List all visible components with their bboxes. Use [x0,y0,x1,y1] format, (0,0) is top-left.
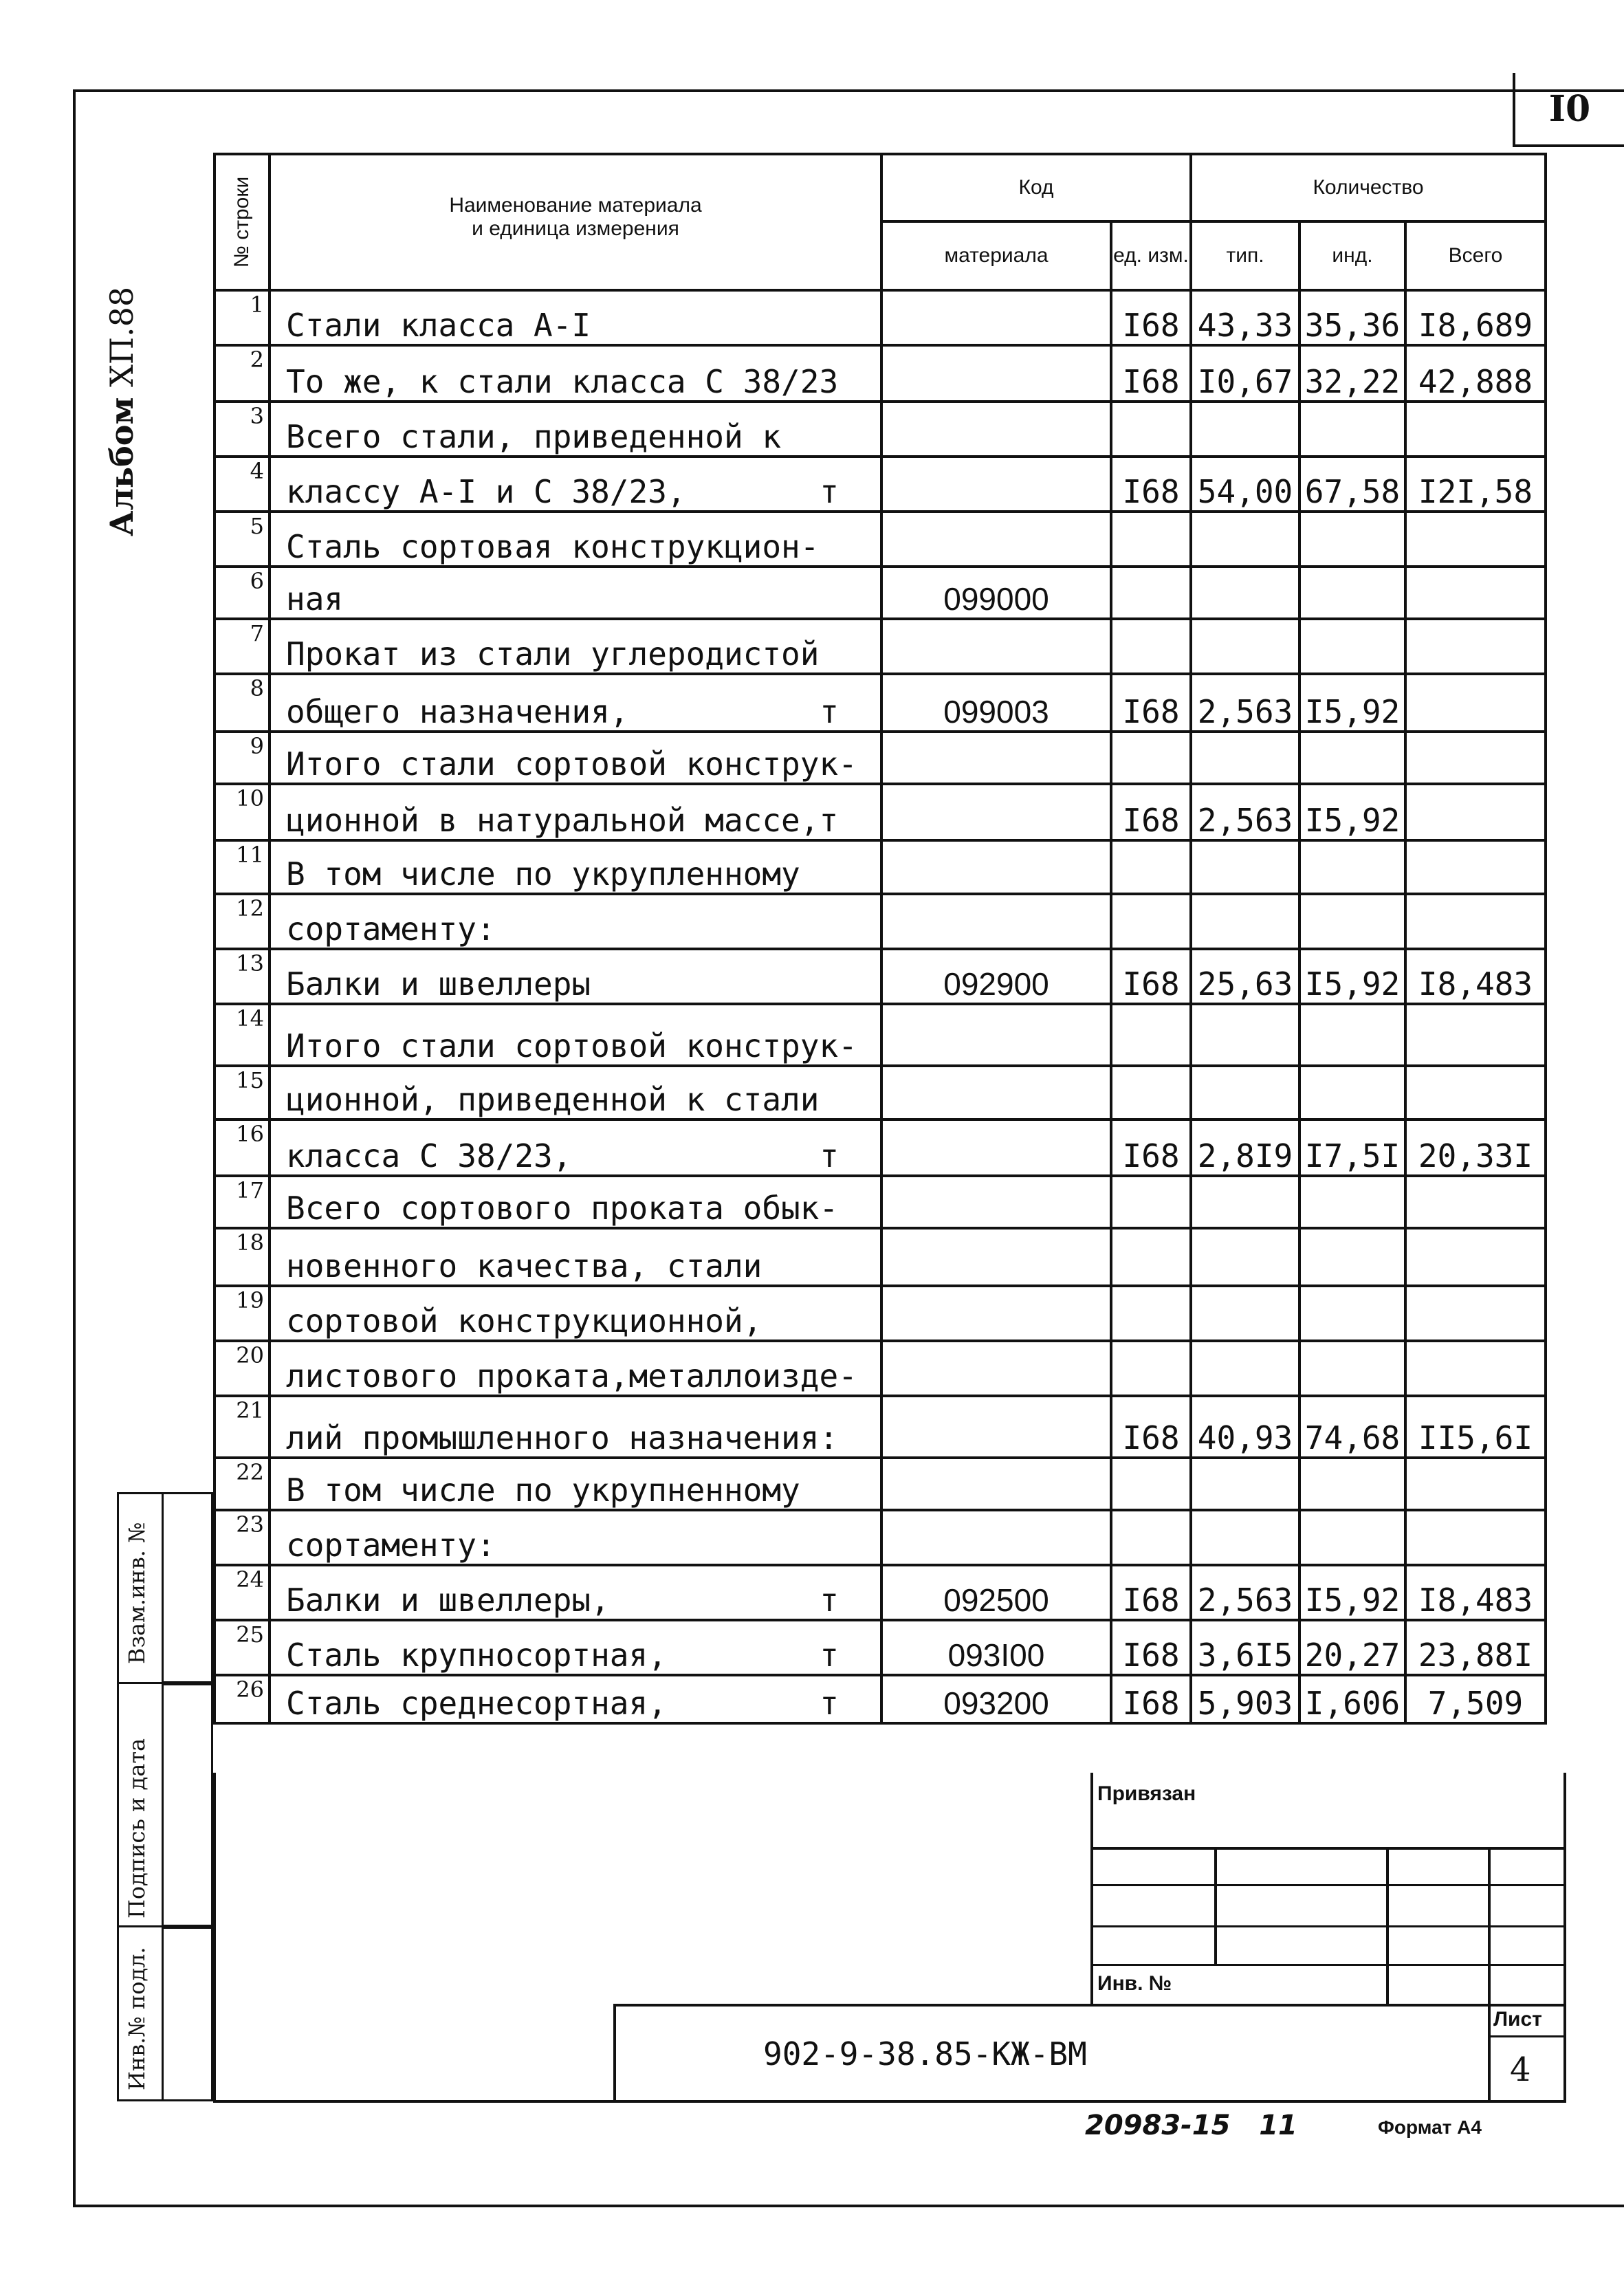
material-name-text: Прокат из стали углеродистой [286,635,820,673]
qty-total [1405,784,1546,840]
row-number: 23 [215,1510,270,1565]
material-name-text: общего назначения, [286,693,629,730]
material-code [881,1396,1111,1458]
unit-code: I68 [1111,290,1191,345]
qty-total [1405,1341,1546,1396]
qty-total [1405,1228,1546,1286]
side-label-original-inv: Инв.№ подл. [124,1947,150,2090]
bound-vline-1 [1214,1847,1217,1964]
table-row [215,1066,1546,1119]
row-number: 25 [215,1620,270,1675]
material-name [270,1458,881,1510]
material-name [270,732,881,784]
qty-total: 42,888 [1405,345,1546,402]
qty-total [1405,674,1546,732]
table-row [215,1228,1546,1286]
qty-ind: I5,92 [1299,674,1405,732]
qty-typ [1191,1004,1299,1066]
row-number: 1 [215,290,270,345]
materials-table-body [215,290,1546,1723]
row-number: 4 [215,457,270,512]
unit-code: I68 [1111,674,1191,732]
unit-code: I68 [1111,784,1191,840]
qty-total: I8,689 [1405,290,1546,345]
material-name-text: сортовой конструкционной, [286,1302,762,1340]
qty-total: 20,33I [1405,1119,1546,1176]
material-name [270,840,881,894]
material-name [270,1176,881,1228]
row-number: 18 [215,1228,270,1286]
table-row [215,949,1546,1004]
table-row [215,894,1546,949]
qty-typ [1191,1066,1299,1119]
material-code [881,457,1111,512]
row-number: 2 [215,345,270,402]
sheet-hline [1488,2035,1566,2037]
qty-total: 7,509 [1405,1675,1546,1723]
qty-total: 23,88I [1405,1620,1546,1675]
table-row [215,1565,1546,1620]
material-name-text: ционной в натуральной массе,т [286,802,839,839]
material-name [270,512,881,567]
row-number: 15 [215,1066,270,1119]
qty-ind [1299,840,1405,894]
unit-code: I68 [1111,345,1191,402]
row-number: 8 [215,674,270,732]
table-row [215,732,1546,784]
material-name [270,1004,881,1066]
bound-label: Привязан [1097,1782,1196,1805]
qty-total [1405,1286,1546,1341]
material-code [881,1119,1111,1176]
material-code [881,1458,1111,1510]
format-label: Формат А4 [1378,2117,1482,2138]
row-number: 5 [215,512,270,567]
table-row [215,1119,1546,1176]
side-divider-2 [117,1925,164,1927]
row-number: 22 [215,1458,270,1510]
header-quantity-group: Количество [1191,154,1546,221]
row-number: 6 [215,567,270,619]
material-code [881,619,1111,674]
qty-total [1405,1004,1546,1066]
unit-code [1111,402,1191,457]
material-code [881,290,1111,345]
material-name [270,567,881,619]
qty-typ [1191,619,1299,674]
qty-typ: 40,93 [1191,1396,1299,1458]
row-number: 7 [215,619,270,674]
material-code [881,784,1111,840]
material-name [270,1675,881,1723]
row-number: 11 [215,840,270,894]
sheet-number: 4 [1510,2051,1531,2089]
unit-code [1111,732,1191,784]
qty-typ [1191,402,1299,457]
unit-ton: т [820,693,839,730]
unit-code: I68 [1111,1565,1191,1620]
material-name-text: новенного качества, стали [286,1247,762,1284]
row-number: 24 [215,1565,270,1620]
bound-line-4 [1090,1964,1566,1966]
material-name-text: класса С 38/23, [286,1137,572,1174]
sheet-vline [1488,2004,1491,2103]
qty-total: I8,483 [1405,949,1546,1004]
qty-typ: 43,33 [1191,290,1299,345]
qty-total: I8,483 [1405,1565,1546,1620]
qty-typ [1191,732,1299,784]
material-name [270,894,881,949]
material-code [881,1510,1111,1565]
table-row [215,619,1546,674]
row-number: 9 [215,732,270,784]
qty-typ: 3,6I5 [1191,1620,1299,1675]
qty-typ: 2,563 [1191,674,1299,732]
unit-code: I68 [1111,1620,1191,1675]
unit-ton: т [820,1137,839,1174]
unit-code [1111,1510,1191,1565]
qty-total [1405,619,1546,674]
qty-ind [1299,1176,1405,1228]
material-name [270,1119,881,1176]
unit-code [1111,1341,1191,1396]
table-row [215,402,1546,457]
material-code [881,402,1111,457]
qty-ind [1299,512,1405,567]
table-row [215,840,1546,894]
row-number: 26 [215,1675,270,1723]
table-row [215,345,1546,402]
material-code [881,345,1111,402]
material-name [270,674,881,732]
material-code: 099003 [881,674,1111,732]
unit-code: I68 [1111,457,1191,512]
material-name-text: лий промышленного назначения: [286,1419,839,1456]
row-number: 10 [215,784,270,840]
material-name-text: Итого стали сортовой конструк- [286,745,857,783]
qty-ind [1299,1066,1405,1119]
inv-label: Инв. № [1097,1972,1172,1995]
material-name-text: ционной, приведенной к стали [286,1081,820,1118]
material-name-text: Итого стали сортовой конструк- [286,1027,857,1064]
material-name-text: Балки и швеллеры [286,965,591,1003]
material-code: 093200 [881,1675,1111,1723]
unit-code [1111,1458,1191,1510]
qty-typ [1191,1341,1299,1396]
bound-line-3 [1090,1925,1566,1927]
album-word: Альбом [103,397,140,536]
qty-typ: 2,563 [1191,1565,1299,1620]
qty-ind [1299,1510,1405,1565]
qty-typ [1191,567,1299,619]
qty-typ [1191,894,1299,949]
material-name-text: Всего стали, приведенной к [286,418,782,455]
qty-typ: 25,63 [1191,949,1299,1004]
qty-total: I2I,58 [1405,457,1546,512]
qty-ind: I7,5I [1299,1119,1405,1176]
qty-total [1405,732,1546,784]
qty-ind: 32,22 [1299,345,1405,402]
table-row [215,567,1546,619]
material-name-text: ная [286,580,344,617]
unit-code [1111,512,1191,567]
qty-ind: 35,36 [1299,290,1405,345]
material-name-text: классу А-I и С 38/23, [286,473,686,510]
unit-code: I68 [1111,949,1191,1004]
qty-typ [1191,1228,1299,1286]
row-number: 21 [215,1396,270,1458]
album-label [103,287,140,536]
table-row [215,1396,1546,1458]
header-name-line1: Наименование материала [449,194,702,217]
qty-total [1405,1458,1546,1510]
row-number: 19 [215,1286,270,1341]
material-code [881,1066,1111,1119]
material-name [270,619,881,674]
material-name [270,1286,881,1341]
qty-typ [1191,840,1299,894]
unit-code [1111,567,1191,619]
qty-typ: I0,67 [1191,345,1299,402]
qty-typ [1191,1510,1299,1565]
handwritten-inventory-number: 20983-15 11 [1085,2110,1297,2141]
document-code-block [613,2004,1566,2103]
table-row [215,1286,1546,1341]
unit-ton: т [820,1637,839,1674]
qty-ind: I5,92 [1299,784,1405,840]
unit-ton: т [820,1685,839,1722]
material-name [270,1565,881,1620]
unit-code [1111,840,1191,894]
material-code: 093I00 [881,1620,1111,1675]
unit-code: I68 [1111,1119,1191,1176]
qty-typ: 5,903 [1191,1675,1299,1723]
unit-code [1111,1176,1191,1228]
header-qty-total: Всего [1405,221,1546,290]
material-name-text: Стали класса А-I [286,307,591,344]
qty-ind: 20,27 [1299,1620,1405,1675]
material-name [270,949,881,1004]
qty-ind: I5,92 [1299,1565,1405,1620]
material-name [270,1510,881,1565]
table-row [215,1004,1546,1066]
unit-code [1111,1228,1191,1286]
material-name-text: листового проката,металлоизде- [286,1357,857,1395]
qty-total: II5,6I [1405,1396,1546,1458]
unit-code [1111,1066,1191,1119]
sheet-label: Лист [1493,2008,1542,2031]
qty-total [1405,567,1546,619]
side-divider-1 [117,1682,164,1684]
qty-typ: 2,563 [1191,784,1299,840]
bound-vline-3 [1488,1847,1491,2007]
material-code: 092500 [881,1565,1111,1620]
qty-total [1405,894,1546,949]
qty-ind [1299,1228,1405,1286]
material-name [270,1396,881,1458]
material-name-text: Сталь среднесортная, [286,1685,667,1722]
material-name [270,345,881,402]
header-code-group: Код [881,154,1191,221]
material-name-text: В том числе по укрупненному [286,1472,800,1509]
qty-typ [1191,512,1299,567]
table-row [215,1341,1546,1396]
side-label-replaced-inv: Взам.инв. № [124,1522,150,1664]
side-label-signature-date: Подпись и дата [124,1738,150,1918]
table-row [215,457,1546,512]
qty-ind [1299,1286,1405,1341]
table-row [215,1675,1546,1723]
qty-typ: 2,8I9 [1191,1119,1299,1176]
qty-ind [1299,1458,1405,1510]
table-row [215,674,1546,732]
row-number: 17 [215,1176,270,1228]
unit-code [1111,619,1191,674]
material-code [881,1228,1111,1286]
document-code: 902-9-38.85-КЖ-ВМ [763,2035,1087,2073]
material-name-text: сортаменту: [286,1527,496,1564]
qty-ind [1299,567,1405,619]
material-name-text: сортаменту: [286,910,496,948]
material-code [881,1176,1111,1228]
material-code [881,1286,1111,1341]
page-number: I0 [1513,73,1624,147]
qty-typ [1191,1286,1299,1341]
qty-ind [1299,732,1405,784]
side-stamp-inner-3 [164,1927,213,2101]
material-name [270,1341,881,1396]
header-name-line2: и единица измерения [472,217,679,240]
material-code: 092900 [881,949,1111,1004]
unit-code [1111,1286,1191,1341]
table-row [215,1620,1546,1675]
qty-typ [1191,1176,1299,1228]
material-name [270,290,881,345]
unit-code [1111,1004,1191,1066]
row-number: 16 [215,1119,270,1176]
table-row [215,290,1546,345]
qty-total [1405,1176,1546,1228]
qty-total [1405,512,1546,567]
row-number: 20 [215,1341,270,1396]
table-row [215,512,1546,567]
header-code-material: материала [881,221,1111,290]
header-qty-ind: инд. [1299,221,1405,290]
material-name-text: Балки и швеллеры, [286,1582,610,1619]
header-qty-typ: тип. [1191,221,1299,290]
material-name [270,784,881,840]
qty-total [1405,1066,1546,1119]
unit-code: I68 [1111,1396,1191,1458]
side-stamp-inner-1 [164,1492,213,1683]
qty-ind [1299,894,1405,949]
material-name [270,457,881,512]
row-number: 13 [215,949,270,1004]
bound-block [1090,1773,1566,2007]
table-row [215,1176,1546,1228]
material-name-text: В том числе по укрупленному [286,855,800,893]
unit-code: I68 [1111,1675,1191,1723]
material-name-text: Сталь крупносортная, [286,1637,667,1674]
qty-ind [1299,1341,1405,1396]
bound-line-2 [1090,1884,1566,1886]
material-name [270,1620,881,1675]
unit-ton: т [820,1582,839,1619]
table-row [215,1458,1546,1510]
material-name-text: То же, к стали класса С 38/23 [286,363,839,400]
bound-line-1 [1090,1847,1566,1850]
material-name-text: Сталь сортовая конструкцион- [286,528,820,565]
qty-typ: 54,00 [1191,457,1299,512]
material-code [881,1004,1111,1066]
qty-ind: 67,58 [1299,457,1405,512]
material-name [270,402,881,457]
table-row [215,784,1546,840]
material-code [881,732,1111,784]
qty-ind [1299,1004,1405,1066]
row-number: 12 [215,894,270,949]
bound-vline-2 [1386,1847,1389,2007]
material-name-text: Всего сортового проката обык- [286,1190,839,1227]
qty-ind [1299,402,1405,457]
unit-code [1111,894,1191,949]
qty-total [1405,402,1546,457]
row-number: 3 [215,402,270,457]
material-code [881,840,1111,894]
side-stamp-inner-2 [164,1683,213,1927]
header-row-no: № строки [215,154,270,290]
qty-ind [1299,619,1405,674]
qty-ind: I,606 [1299,1675,1405,1723]
row-number: 14 [215,1004,270,1066]
material-code [881,512,1111,567]
material-code [881,1341,1111,1396]
header-name [270,154,881,290]
table-row [215,1510,1546,1565]
qty-total [1405,1510,1546,1565]
material-name [270,1228,881,1286]
qty-total [1405,840,1546,894]
material-name [270,1066,881,1119]
qty-typ [1191,1458,1299,1510]
materials-table [213,153,1547,1725]
material-code [881,894,1111,949]
header-code-unit: ед. изм. [1111,221,1191,290]
material-code: 099000 [881,567,1111,619]
album-code: ХП.88 [103,286,140,387]
qty-ind: I5,92 [1299,949,1405,1004]
qty-ind: 74,68 [1299,1396,1405,1458]
unit-ton: т [820,473,839,510]
